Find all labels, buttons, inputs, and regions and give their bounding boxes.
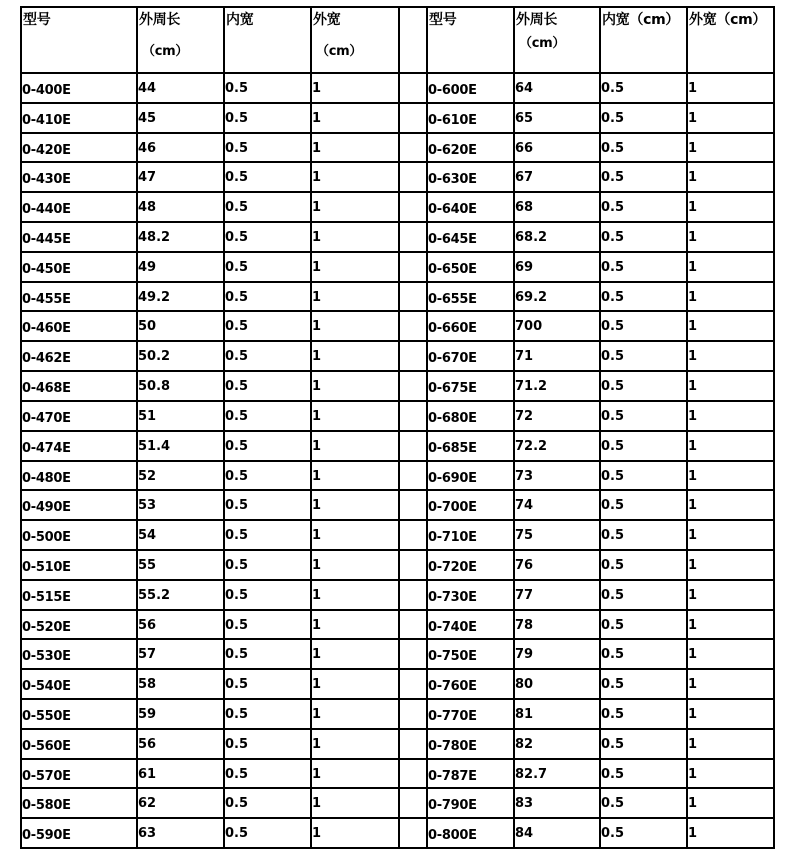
value-cell: 0.5 [225, 469, 249, 484]
unit-note: （cm） [142, 44, 189, 59]
value-cell: 0.5 [225, 439, 249, 454]
value-cell: 50.2 [138, 349, 171, 364]
row-divider [20, 191, 775, 193]
row-divider [20, 370, 775, 372]
value-cell: 0.5 [225, 230, 249, 245]
value-cell: 72 [515, 409, 534, 424]
value-cell: 0.5 [225, 498, 249, 513]
value-cell: 1 [688, 200, 698, 215]
model-cell: 0-590E [22, 828, 71, 843]
model-cell: 0-630E [428, 172, 477, 187]
value-cell: 1 [688, 528, 698, 543]
value-cell: 0.5 [225, 349, 249, 364]
value-cell: 0.5 [601, 81, 625, 96]
value-cell: 49 [138, 260, 157, 275]
value-cell: 79 [515, 647, 534, 662]
row-divider [20, 72, 775, 74]
value-cell: 700 [515, 319, 543, 334]
value-cell: 46 [138, 141, 157, 156]
value-cell: 58 [138, 677, 157, 692]
value-cell: 1 [312, 319, 322, 334]
value-cell: 49.2 [138, 290, 171, 305]
value-cell: 0.5 [601, 260, 625, 275]
row-divider [20, 221, 775, 223]
value-cell: 1 [688, 498, 698, 513]
row-divider [20, 251, 775, 253]
unit-note: （cm） [316, 44, 363, 59]
value-cell: 0.5 [601, 230, 625, 245]
value-cell: 71.2 [515, 379, 548, 394]
value-cell: 68.2 [515, 230, 548, 245]
value-cell: 1 [688, 677, 698, 692]
model-cell: 0-620E [428, 143, 477, 158]
model-cell: 0-490E [22, 500, 71, 515]
model-cell: 0-700E [428, 500, 477, 515]
value-cell: 83 [515, 796, 534, 811]
row-divider [20, 579, 775, 581]
value-cell: 77 [515, 588, 534, 603]
model-cell: 0-474E [22, 441, 71, 456]
value-cell: 66 [515, 141, 534, 156]
value-cell: 1 [312, 379, 322, 394]
model-cell: 0-520E [22, 620, 71, 635]
value-cell: 0.5 [601, 469, 625, 484]
value-cell: 1 [688, 409, 698, 424]
model-cell: 0-570E [22, 769, 71, 784]
value-cell: 44 [138, 81, 157, 96]
value-cell: 0.5 [601, 647, 625, 662]
value-cell: 1 [688, 469, 698, 484]
value-cell: 1 [312, 767, 322, 782]
model-cell: 0-420E [22, 143, 71, 158]
value-cell: 1 [312, 290, 322, 305]
value-cell: 1 [312, 558, 322, 573]
row-divider [20, 728, 775, 730]
value-cell: 80 [515, 677, 534, 692]
row-divider [20, 6, 775, 8]
value-cell: 1 [312, 618, 322, 633]
value-cell: 0.5 [225, 111, 249, 126]
value-cell: 1 [312, 170, 322, 185]
model-cell: 0-580E [22, 798, 71, 813]
value-cell: 0.5 [225, 558, 249, 573]
model-cell: 0-650E [428, 262, 477, 277]
column-header: 外宽 [313, 12, 341, 28]
value-cell: 0.5 [601, 677, 625, 692]
row-divider [20, 817, 775, 819]
value-cell: 0.5 [601, 737, 625, 752]
row-divider [20, 758, 775, 760]
model-cell: 0-445E [22, 232, 71, 247]
value-cell: 82 [515, 737, 534, 752]
value-cell: 50.8 [138, 379, 171, 394]
model-cell: 0-670E [428, 351, 477, 366]
value-cell: 0.5 [601, 200, 625, 215]
value-cell: 0.5 [225, 200, 249, 215]
value-cell: 71 [515, 349, 534, 364]
value-cell: 55 [138, 558, 157, 573]
value-cell: 72.2 [515, 439, 548, 454]
value-cell: 69 [515, 260, 534, 275]
value-cell: 50 [138, 319, 157, 334]
row-divider [20, 638, 775, 640]
value-cell: 1 [312, 826, 322, 841]
value-cell: 52 [138, 469, 157, 484]
value-cell: 0.5 [601, 111, 625, 126]
column-header: 型号 [429, 12, 457, 28]
value-cell: 0.5 [601, 141, 625, 156]
model-cell: 0-740E [428, 620, 477, 635]
value-cell: 0.5 [601, 379, 625, 394]
value-cell: 1 [312, 439, 322, 454]
row-divider [20, 519, 775, 521]
value-cell: 0.5 [601, 498, 625, 513]
value-cell: 62 [138, 796, 157, 811]
row-divider [20, 340, 775, 342]
model-cell: 0-610E [428, 113, 477, 128]
value-cell: 75 [515, 528, 534, 543]
model-cell: 0-455E [22, 292, 71, 307]
value-cell: 1 [312, 81, 322, 96]
model-cell: 0-450E [22, 262, 71, 277]
value-cell: 1 [688, 826, 698, 841]
model-cell: 0-675E [428, 381, 477, 396]
value-cell: 0.5 [225, 737, 249, 752]
value-cell: 1 [688, 141, 698, 156]
row-divider [20, 161, 775, 163]
model-cell: 0-800E [428, 828, 477, 843]
value-cell: 1 [688, 647, 698, 662]
model-cell: 0-660E [428, 321, 477, 336]
model-cell: 0-462E [22, 351, 71, 366]
value-cell: 1 [688, 796, 698, 811]
value-cell: 0.5 [225, 170, 249, 185]
value-cell: 0.5 [225, 707, 249, 722]
model-cell: 0-480E [22, 471, 71, 486]
size-table [20, 6, 790, 853]
value-cell: 1 [688, 290, 698, 305]
row-divider [20, 460, 775, 462]
model-cell: 0-515E [22, 590, 71, 605]
value-cell: 1 [688, 737, 698, 752]
value-cell: 48 [138, 200, 157, 215]
column-header: 型号 [23, 12, 51, 28]
value-cell: 84 [515, 826, 534, 841]
model-cell: 0-400E [22, 83, 71, 98]
row-divider [20, 281, 775, 283]
value-cell: 0.5 [601, 319, 625, 334]
value-cell: 0.5 [225, 588, 249, 603]
value-cell: 51.4 [138, 439, 171, 454]
value-cell: 68 [515, 200, 534, 215]
model-cell: 0-710E [428, 530, 477, 545]
value-cell: 0.5 [225, 528, 249, 543]
column-header: 外周长 [516, 12, 558, 28]
value-cell: 74 [515, 498, 534, 513]
model-cell: 0-510E [22, 560, 71, 575]
column-header: 外宽（cm） [689, 12, 767, 28]
value-cell: 53 [138, 498, 157, 513]
model-cell: 0-790E [428, 798, 477, 813]
value-cell: 76 [515, 558, 534, 573]
value-cell: 1 [688, 707, 698, 722]
model-cell: 0-720E [428, 560, 477, 575]
model-cell: 0-530E [22, 649, 71, 664]
value-cell: 1 [688, 439, 698, 454]
model-cell: 0-470E [22, 411, 71, 426]
value-cell: 1 [688, 111, 698, 126]
row-divider [20, 847, 775, 849]
model-cell: 0-730E [428, 590, 477, 605]
value-cell: 0.5 [225, 826, 249, 841]
value-cell: 1 [688, 170, 698, 185]
value-cell: 1 [312, 200, 322, 215]
value-cell: 1 [688, 618, 698, 633]
value-cell: 0.5 [601, 409, 625, 424]
value-cell: 1 [688, 81, 698, 96]
value-cell: 1 [312, 677, 322, 692]
model-cell: 0-750E [428, 649, 477, 664]
value-cell: 1 [688, 379, 698, 394]
row-divider [20, 400, 775, 402]
value-cell: 0.5 [601, 796, 625, 811]
value-cell: 61 [138, 767, 157, 782]
model-cell: 0-410E [22, 113, 71, 128]
model-cell: 0-440E [22, 202, 71, 217]
value-cell: 1 [312, 230, 322, 245]
model-cell: 0-787E [428, 769, 477, 784]
value-cell: 1 [688, 260, 698, 275]
value-cell: 57 [138, 647, 157, 662]
value-cell: 0.5 [601, 349, 625, 364]
row-divider [20, 609, 775, 611]
value-cell: 1 [312, 469, 322, 484]
value-cell: 1 [688, 349, 698, 364]
model-cell: 0-645E [428, 232, 477, 247]
row-divider [20, 430, 775, 432]
row-divider [20, 549, 775, 551]
value-cell: 0.5 [601, 558, 625, 573]
value-cell: 0.5 [225, 647, 249, 662]
value-cell: 0.5 [601, 290, 625, 305]
value-cell: 47 [138, 170, 157, 185]
value-cell: 78 [515, 618, 534, 633]
model-cell: 0-500E [22, 530, 71, 545]
value-cell: 48.2 [138, 230, 171, 245]
value-cell: 0.5 [601, 528, 625, 543]
value-cell: 1 [312, 111, 322, 126]
model-cell: 0-560E [22, 739, 71, 754]
value-cell: 0.5 [601, 707, 625, 722]
row-divider [20, 787, 775, 789]
row-divider [20, 310, 775, 312]
value-cell: 0.5 [601, 767, 625, 782]
value-cell: 1 [312, 588, 322, 603]
value-cell: 65 [515, 111, 534, 126]
model-cell: 0-430E [22, 172, 71, 187]
value-cell: 0.5 [225, 81, 249, 96]
value-cell: 1 [312, 141, 322, 156]
value-cell: 0.5 [225, 141, 249, 156]
row-divider [20, 489, 775, 491]
row-divider [20, 698, 775, 700]
value-cell: 54 [138, 528, 157, 543]
value-cell: 69.2 [515, 290, 548, 305]
value-cell: 1 [312, 349, 322, 364]
value-cell: 81 [515, 707, 534, 722]
column-header: 内宽（cm） [602, 12, 680, 28]
model-cell: 0-690E [428, 471, 477, 486]
model-cell: 0-685E [428, 441, 477, 456]
value-cell: 0.5 [601, 170, 625, 185]
row-divider [20, 668, 775, 670]
value-cell: 82.7 [515, 767, 548, 782]
value-cell: 1 [312, 498, 322, 513]
value-cell: 1 [312, 528, 322, 543]
value-cell: 64 [515, 81, 534, 96]
value-cell: 0.5 [601, 439, 625, 454]
value-cell: 0.5 [225, 260, 249, 275]
value-cell: 1 [312, 707, 322, 722]
value-cell: 1 [688, 767, 698, 782]
value-cell: 45 [138, 111, 157, 126]
value-cell: 0.5 [225, 379, 249, 394]
model-cell: 0-770E [428, 709, 477, 724]
value-cell: 0.5 [601, 588, 625, 603]
value-cell: 0.5 [225, 767, 249, 782]
unit-note: （cm） [519, 36, 566, 51]
model-cell: 0-760E [428, 679, 477, 694]
value-cell: 59 [138, 707, 157, 722]
model-cell: 0-460E [22, 321, 71, 336]
value-cell: 1 [688, 319, 698, 334]
value-cell: 73 [515, 469, 534, 484]
model-cell: 0-540E [22, 679, 71, 694]
value-cell: 67 [515, 170, 534, 185]
value-cell: 51 [138, 409, 157, 424]
model-cell: 0-680E [428, 411, 477, 426]
model-cell: 0-550E [22, 709, 71, 724]
model-cell: 0-600E [428, 83, 477, 98]
value-cell: 56 [138, 737, 157, 752]
value-cell: 1 [312, 796, 322, 811]
value-cell: 55.2 [138, 588, 171, 603]
value-cell: 0.5 [225, 319, 249, 334]
value-cell: 0.5 [225, 409, 249, 424]
model-cell: 0-780E [428, 739, 477, 754]
value-cell: 1 [312, 647, 322, 662]
value-cell: 1 [312, 737, 322, 752]
column-header: 内宽 [226, 12, 254, 28]
value-cell: 1 [312, 409, 322, 424]
model-cell: 0-640E [428, 202, 477, 217]
value-cell: 1 [312, 260, 322, 275]
value-cell: 0.5 [225, 796, 249, 811]
value-cell: 0.5 [225, 290, 249, 305]
value-cell: 63 [138, 826, 157, 841]
value-cell: 0.5 [601, 826, 625, 841]
row-divider [20, 132, 775, 134]
value-cell: 0.5 [225, 677, 249, 692]
value-cell: 1 [688, 558, 698, 573]
value-cell: 1 [688, 230, 698, 245]
value-cell: 1 [688, 588, 698, 603]
column-header: 外周长 [139, 12, 181, 28]
value-cell: 0.5 [225, 618, 249, 633]
value-cell: 56 [138, 618, 157, 633]
model-cell: 0-655E [428, 292, 477, 307]
value-cell: 0.5 [601, 618, 625, 633]
model-cell: 0-468E [22, 381, 71, 396]
row-divider [20, 102, 775, 104]
